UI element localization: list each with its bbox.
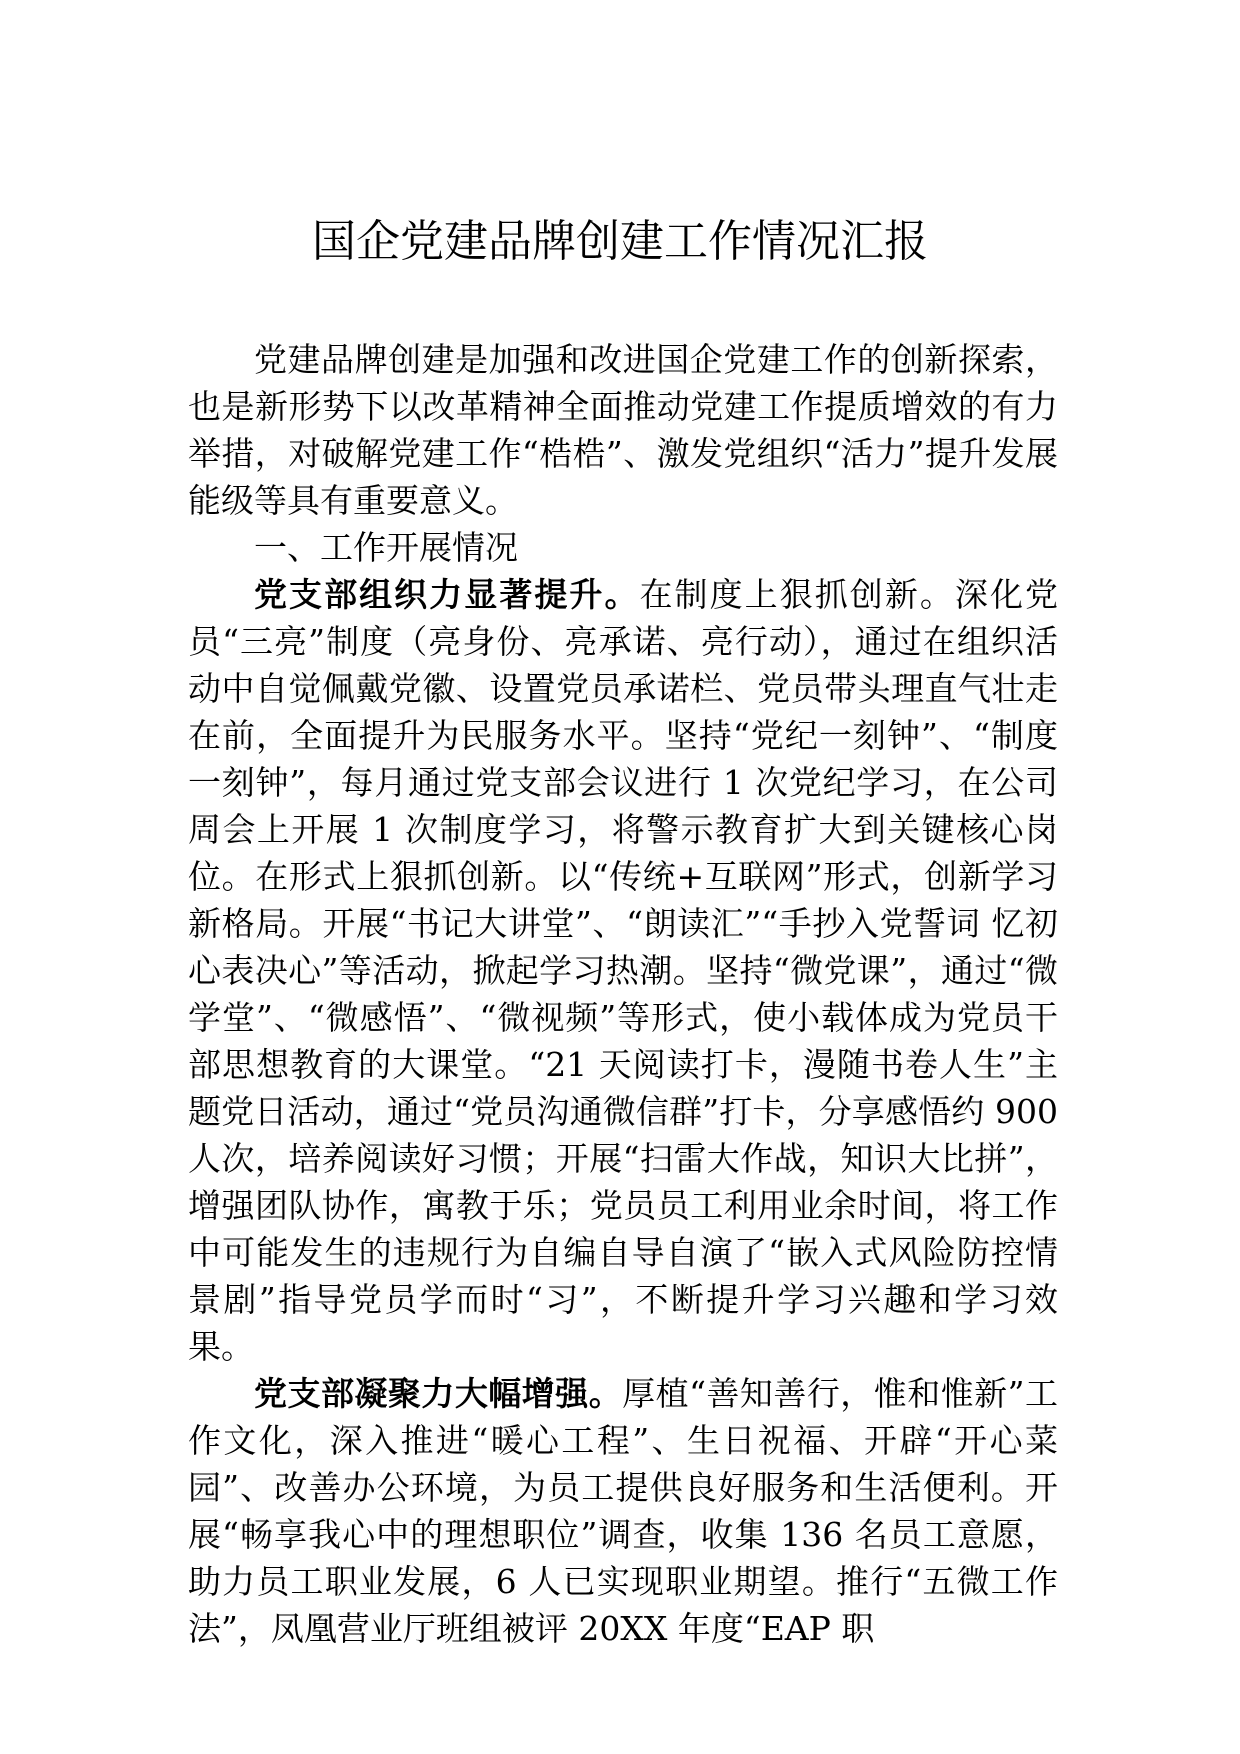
document-title: 国企党建品牌创建工作情况汇报 <box>312 216 928 267</box>
paragraph-organization <box>188 571 1058 1370</box>
paragraph-text: 在制度上狠抓创新。深化党员“三亮”制度（亮身份、亮承诺、亮行动），通过在组织活动中自觉佩戴党徽、设置党员承诺栏、党员带头理直气壮走在前，全面提升为民服务水平。坚持“党纪一刻钟”、“制度一刻钟”，每月通过党支部会议进行 1 次党纪学习，在公司周会上开展 1 次制度学习，将警示教育扩大到关键核心岗位。在形式上狠抓创新。以“传统+互联网”形式，创新学习新格局。开展“书记大讲堂”、“朗读汇”“手抄入党誓词 忆初心表决心”等活动，掀起学习热潮。坚持“微党课”，通过“微学堂”、“微感悟”、“微视频”等形式，使小载体成为党员干部思想教育的大课堂。“21 天阅读打卡，漫随书卷人生”主题党日活动，通过“党员沟通微信群”打卡，分享感悟约 900 人次，培养阅读好习惯；开展“扫雷大作战，知识大比拼”，增强团队协作，寓教于乐；党员员工利用业余时间，将工作中可能发生的违规行为自编自导自演了“嵌入式风险防控情景剧”指导党员学而时“习”，不断提升学习兴趣和学习效果。 <box>188 575 1059 1366</box>
document-body <box>188 336 1058 1652</box>
paragraph-cohesion <box>188 1370 1058 1652</box>
paragraph-lead: 党支部凝聚力大幅增强。 <box>254 1374 623 1413</box>
section-heading: 一、工作开展情况 <box>254 528 518 567</box>
paragraph-text: 厚植“善知善行，惟和惟新”工作文化，深入推进“暖心工程”、生日祝福、开辟“开心菜园”、改善办公环境，为员工提供良好服务和生活便利。开展“畅享我心中的理想职位”调查，收集 136 名员工意愿，助力员工职业发展，6 人已实现职业期望。推行“五微工作法”，凤凰营业厅班组被评 20XX 年度“EAP 职 <box>188 1374 1058 1648</box>
intro-paragraph: 党建品牌创建是加强和改进国企党建工作的创新探索，也是新形势下以改革精神全面推动党建工作提质增效的有力举措，对破解党建工作“梏梏”、激发党组织“活力”提升发展能级等具有重要意义。 <box>188 340 1058 520</box>
paragraph-lead: 党支部组织力显著提升。 <box>254 575 640 614</box>
